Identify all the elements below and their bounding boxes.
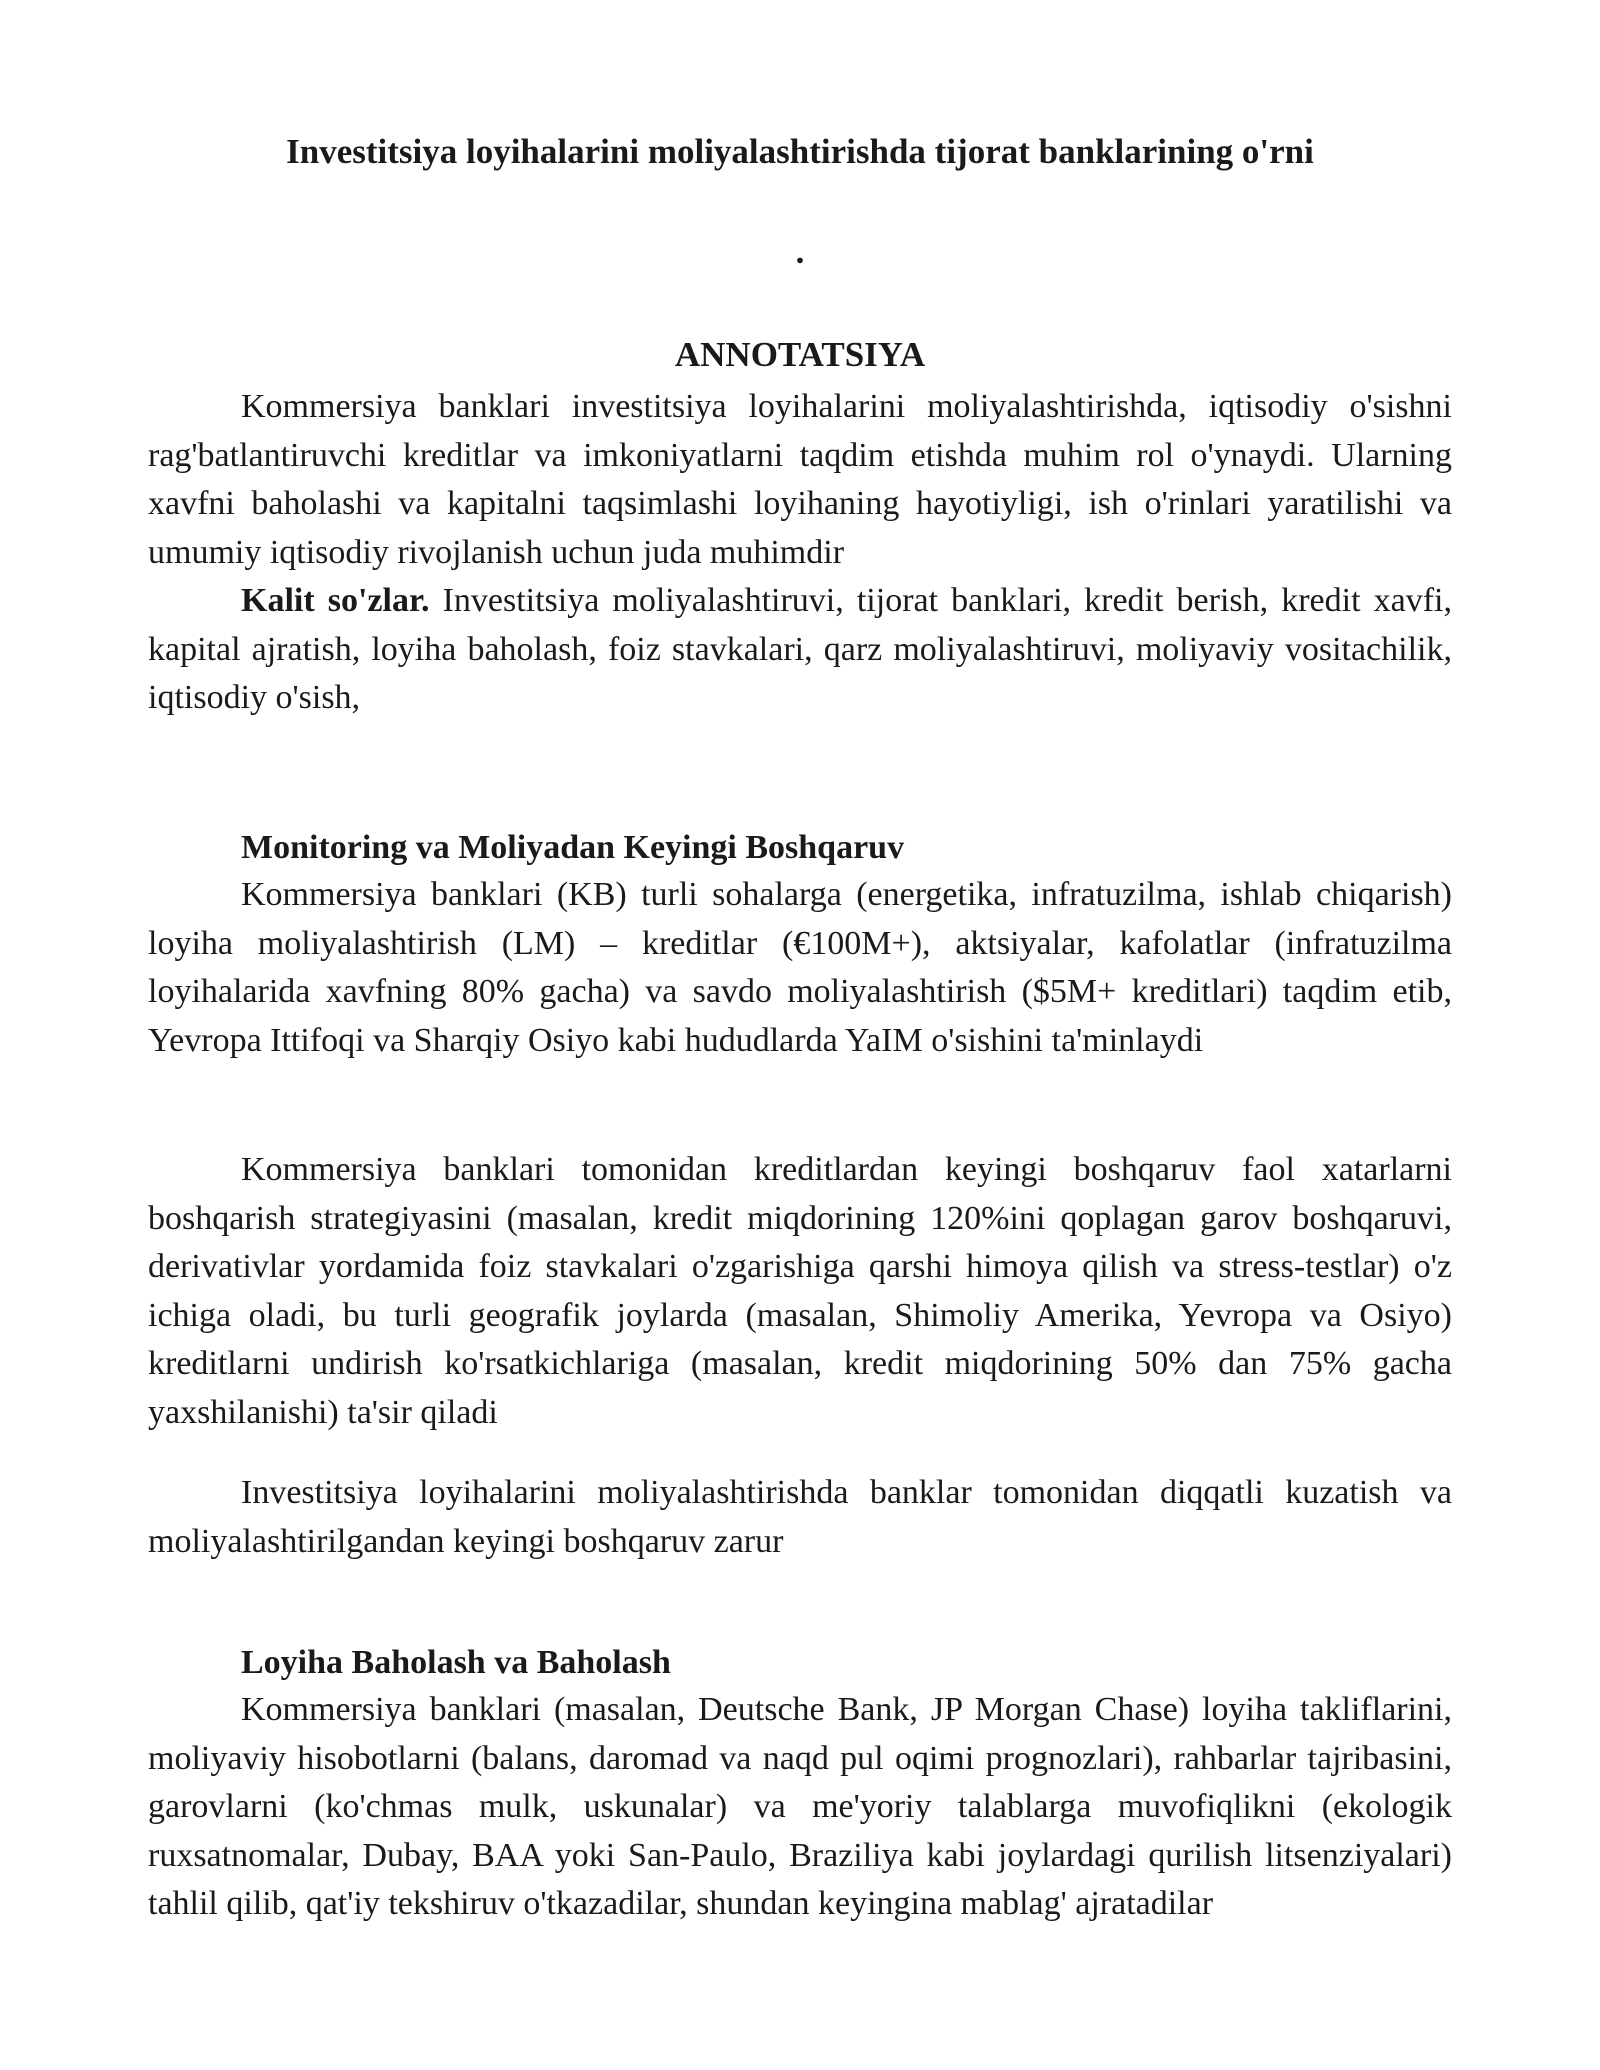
annotation-heading: ANNOTATSIYA [674, 335, 926, 374]
annotation-text: Kommersiya banklari investitsiya loyihalarini moliyalashtirishda, iqtisodiy o'sishni rag'batlantiruvchi kreditlar va imkoniyatlarni taqdim etishda muhim rol o'ynaydi. Ularning xavfni baholashi va kapitalni taqsimlashi loyihaning hayotiyligi, ish o'rinlari yaratilishi va umumiy iqtisodiy rivojlanish uchun juda muhimdir [148, 388, 1452, 571]
section-heading-monitoring: Monitoring va Moliyadan Keyingi Boshqaruv [241, 829, 905, 866]
keywords-paragraph [148, 577, 1452, 723]
monitoring-paragraph-3: Investitsiya loyihalarini moliyalashtirishda banklar tomonidan diqqatli kuzatish va moliyalashtirilgandan keyingi boshqaruv zarur [148, 1474, 1452, 1560]
keywords-label: Kalit so'zlar. [241, 582, 430, 619]
section-heading-evaluation: Loyiha Baholash va Baholash [241, 1644, 671, 1681]
evaluation-paragraph-1: Kommersiya banklari (masalan, Deutsche Bank, JP Morgan Chase) loyiha takliflarini, moliyaviy hisobotlarni (balans, daromad va naqd pul oqimi prognozlari), rahbarlar tajribasini, garovlarni (ko'chmas mulk, uskunalar) va me'yoriy talablarga muvofiqlikni (ekologik ruxsatnomalar, Dubay, BAA yoki San-Paulo, Braziliya kabi joylardagi qurilish litsenziyalari) tahlil qilib, qat'iy tekshiruv o'tkazadilar, shundan keyingina mablag' ajratadilar [148, 1691, 1452, 1922]
monitoring-paragraph-2: Kommersiya banklari tomonidan kreditlardan keyingi boshqaruv faol xatarlarni boshqarish strategiyasini (masalan, kredit miqdorining 120%ini qoplagan garov boshqaruvi, derivativlar yordamida foiz stavkalari o'zgarishiga qarshi himoya qilish va stress-testlar) o'z ichiga oladi, bu turli geografik joylarda (masalan, Shimoliy Amerika, Yevropa va Osiyo) kreditlarni undirish ko'rsatkichlariga (masalan, kredit miqdorining 50% dan 75% gacha yaxshilanishi) ta'sir qiladi [148, 1151, 1452, 1431]
title-separator: . [795, 232, 805, 271]
monitoring-paragraph-1: Kommersiya banklari (KB) turli sohalarga (energetika, infratuzilma, ishlab chiqarish) loyiha moliyalashtirish (LM) – kreditlar (€100M+), aktsiyalar, kafolatlar (infratuzilma loyihalarida xavfning 80% gacha) va savdo moliyalashtirish ($5M+ kreditlari) taqdim etib, Yevropa Ittifoqi va Sharqiy Osiyo kabi hududlarda YaIM o'sishini ta'minlaydi [148, 876, 1452, 1059]
document-title: Investitsiya loyihalarini moliyalashtirishda tijorat banklarining o'rni [286, 132, 1314, 171]
keywords-text: Investitsiya moliyalashtiruvi, tijorat banklari, kredit berish, kredit xavfi, kapital ajratish, loyiha baholash, foiz stavkalari, qarz moliyalashtiruvi, moliyaviy vositachilik, iqtisodiy o'sish, [148, 582, 1452, 716]
